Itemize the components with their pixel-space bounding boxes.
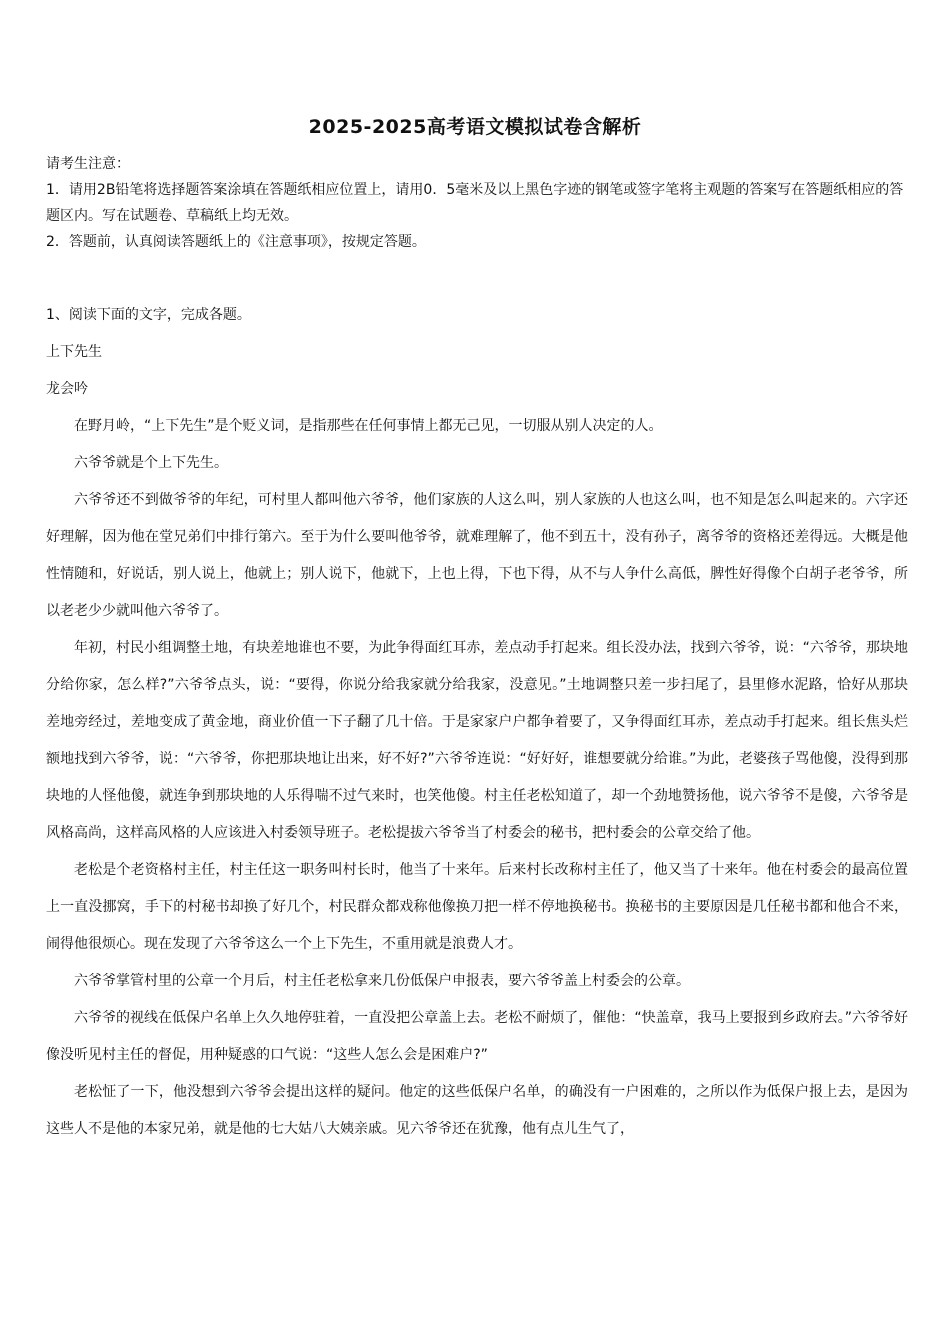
passage-paragraph: 六爷爷的视线在低保户名单上久久地停驻着，一直没把公章盖上去。老松不耐烦了，催他：“快盖章，我马上要报到乡政府去。”六爷爷好像没听见村主任的督促，用种疑惑的口气说：“这些人怎么会是困难户?” [46,1010,908,1063]
passage-paragraph: 老松怔了一下，他没想到六爷爷会提出这样的疑问。他定的这些低保户名单，的确没有一户困难的，之所以作为低保户报上去，是因为这些人不是他的本家兄弟，就是他的七大姑八大姨亲戚。见六爷爷还在犹豫，他有点儿生气了， [46,1084,908,1137]
page-title: 2025-2025高考语文模拟试卷含解析 [308,116,642,138]
passage-paragraph: 在野月岭，“上下先生”是个贬义词，是指那些在任何事情上都无己见，一切服从别人决定的人。 [74,418,663,434]
passage-paragraph: 六爷爷还不到做爷爷的年纪，可村里人都叫他六爷爷，他们家族的人这么叫，别人家族的人也这么叫，也不知是怎么叫起来的。六字还好理解，因为他在堂兄弟们中排行第六。至于为什么要叫他爷爷，就难理解了，他不到五十，没有孙子，离爷爷的资格还差得远。大概是他性情随和，好说话，别人说上，他就上；别人说下，他就下，上也上得，下也下得，从不与人争什么高低，脾性好得像个白胡子老爷爷，所以老老少少就叫他六爷爷了。 [46,492,908,619]
passage-paragraph: 老松是个老资格村主任，村主任这一职务叫村长时，他当了十来年。后来村长改称村主任了，他又当了十来年。他在村委会的最高位置上一直没挪窝，手下的村秘书却换了好几个，村民群众都戏称他像换刀把一样不停地换秘书。换秘书的主要原因是几任秘书都和他合不来，闹得他很烦心。现在发现了六爷爷这么一个上下先生，不重用就是浪费人才。 [46,862,908,952]
passage-paragraph: 六爷爷掌管村里的公章一个月后，村主任老松拿来几份低保户申报表，要六爷爷盖上村委会的公章。 [74,973,690,989]
passage-paragraph: 六爷爷就是个上下先生。 [74,455,228,471]
notice-item: 1．请用2B铅笔将选择题答案涂填在答题纸相应位置上，请用0．5毫米及以上黑色字迹的钢笔或签字笔将主观题的答案写在答题纸相应的答题区内。写在试题卷、草稿纸上均无效。 [46,182,904,224]
reading-passage [46,297,908,1148]
question-prompt: 1、阅读下面的文字，完成各题。 [46,307,251,323]
exam-notice [46,151,906,255]
notice-heading: 请考生注意： [46,156,130,172]
story-title: 上下先生 [46,344,102,360]
passage-paragraph: 年初，村民小组调整土地，有块差地谁也不要，为此争得面红耳赤，差点动手打起来。组长没办法，找到六爷爷，说：“六爷爷，那块地分给你家，怎么样?”六爷爷点头，说：“要得，你说分给我家就分给我家，没意见。”土地调整只差一步扫尾了，县里修水泥路，恰好从那块差地旁经过，差地变成了黄金地，商业价值一下子翻了几十倍。于是家家户户都争着要了，又争得面红耳赤，差点动手打起来。组长焦头烂额地找到六爷爷，说：“六爷爷，你把那块地让出来，好不好?”六爷爷连说：“好好好，谁想要就分给谁。”为此，老婆孩子骂他傻，没得到那块地的人怪他傻，就连争到那块地的人乐得喘不过气来时，也笑他傻。村主任老松知道了，却一个劲地赞扬他，说六爷爷不是傻，六爷爷是风格高尚，这样高风格的人应该进入村委领导班子。老松提拔六爷爷当了村委会的秘书，把村委会的公章交给了他。 [46,640,908,841]
story-author: 龙会吟 [46,381,88,397]
notice-item: 2．答题前，认真阅读答题纸上的《注意事项》，按规定答题。 [46,234,426,250]
